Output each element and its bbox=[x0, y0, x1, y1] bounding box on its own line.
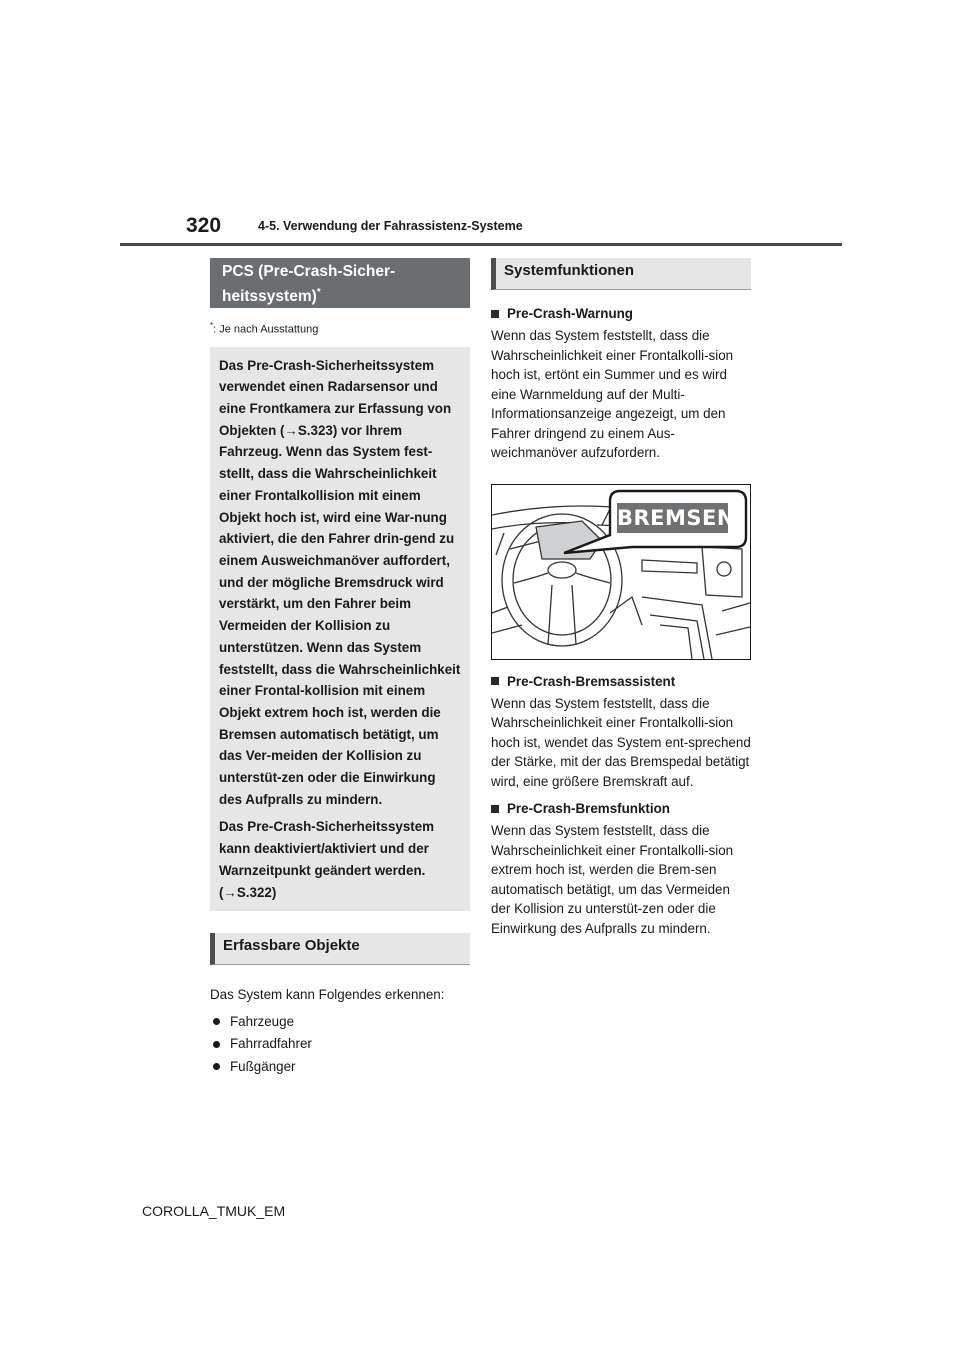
list-item: Fußgänger bbox=[210, 1056, 470, 1079]
warning-subheading: Pre-Crash-Warnung bbox=[491, 304, 751, 323]
intro-box bbox=[210, 347, 470, 912]
footnote-mark: * bbox=[210, 321, 214, 330]
list-item: Fahrzeuge bbox=[210, 1011, 470, 1034]
right-column bbox=[491, 258, 751, 938]
header-rule bbox=[120, 243, 842, 246]
warning-text: Wenn das System feststellt, dass die Wahrscheinlichkeit einer Frontalkolli-sion hoch ist, ertönt ein Summer und es wird eine Warnmeldung auf der Multi-Informationsanzeige angezeigt, um den Fahrer dringend zu einem Aus-weichmanöver aufzufordern. bbox=[491, 328, 734, 460]
title-line-1: PCS (Pre-Crash-Sicher- bbox=[222, 263, 396, 280]
list-item: Fahrradfahrer bbox=[210, 1033, 470, 1056]
brake-text: Wenn das System feststellt, dass die Wahrscheinlichkeit einer Frontalkolli-sion extrem hoch ist, werden die Brem-sen automatisch betätigt, um das Vermeiden der Kollision zu unterstüt-zen oder die Einwirkung des Aufpralls zu mindern. bbox=[491, 823, 734, 936]
chapter-title: 4-5. Verwendung der Fahrassistenz-Systeme bbox=[258, 219, 523, 233]
square-bullet-icon bbox=[491, 805, 499, 813]
warning-display-message: BREMSEN! bbox=[617, 503, 728, 533]
dashboard-illustration bbox=[491, 484, 751, 660]
page-number: 320 bbox=[186, 214, 222, 237]
objects-heading: Erfassbare Objekte bbox=[210, 933, 470, 965]
assist-subheading: Pre-Crash-Bremsassistent bbox=[491, 672, 751, 691]
bullet-icon bbox=[213, 1063, 220, 1070]
objects-list bbox=[210, 1011, 470, 1079]
intro-paragraph-2: Das Pre-Crash-Sicherheitssystem kann deaktiviert/aktiviert und der Warnzeitpunkt geändert werden. (→S.322) bbox=[219, 819, 435, 900]
footnote bbox=[210, 321, 470, 336]
left-column bbox=[210, 258, 470, 1078]
bullet-icon bbox=[213, 1018, 220, 1025]
intro-paragraph-1: Das Pre-Crash-Sicherheitssystem verwendet einen Radarsensor und eine Frontkamera zur Erfassung von Objekten (→S.323) vor Ihrem Fahrzeug. Wenn das System fest-stellt, dass die Wahrscheinlichkeit einer Frontalkollision mit einem Objekt hoch ist, wird eine War-nung aktiviert, die den Fahrer drin-gend zu einem Ausweichmanöver auffordert, und der mögliche Bremsdruck wird verstärkt, um den Fahrer beim Vermeiden der Kollision zu unterstützen. Wenn das System feststellt, dass die Wahrscheinlichkeit einer Frontal-kollision mit einem Objekt extrem hoch ist, werden die Bremsen automatisch betätigt, um das Ver-meiden der Kollision zu unterstüt-zen oder die Einwirkung des Aufpralls zu mindern. bbox=[219, 357, 461, 807]
bullet-icon bbox=[213, 1041, 220, 1048]
footnote-text: : Je nach Ausstattung bbox=[213, 323, 319, 336]
square-bullet-icon bbox=[491, 310, 499, 318]
square-bullet-icon bbox=[491, 677, 499, 685]
system-functions-heading: Systemfunktionen bbox=[491, 258, 751, 290]
model-code: COROLLA_TMUK_EM bbox=[142, 1203, 286, 1219]
assist-text: Wenn das System feststellt, dass die Wahrscheinlichkeit einer Frontalkolli-sion hoch ist, wendet das System ent-sprechend der Stärke, mit der das Bremspedal betätigt wird, eine größere Bremskraft auf. bbox=[491, 695, 751, 789]
title-footnote-mark: * bbox=[316, 287, 321, 298]
brake-subheading: Pre-Crash-Bremsfunktion bbox=[491, 799, 751, 818]
title-line-2: heitssystem) bbox=[222, 288, 317, 306]
objects-intro: Das System kann Folgendes erkennen: bbox=[210, 987, 445, 1003]
section-title-pcs bbox=[210, 258, 470, 308]
